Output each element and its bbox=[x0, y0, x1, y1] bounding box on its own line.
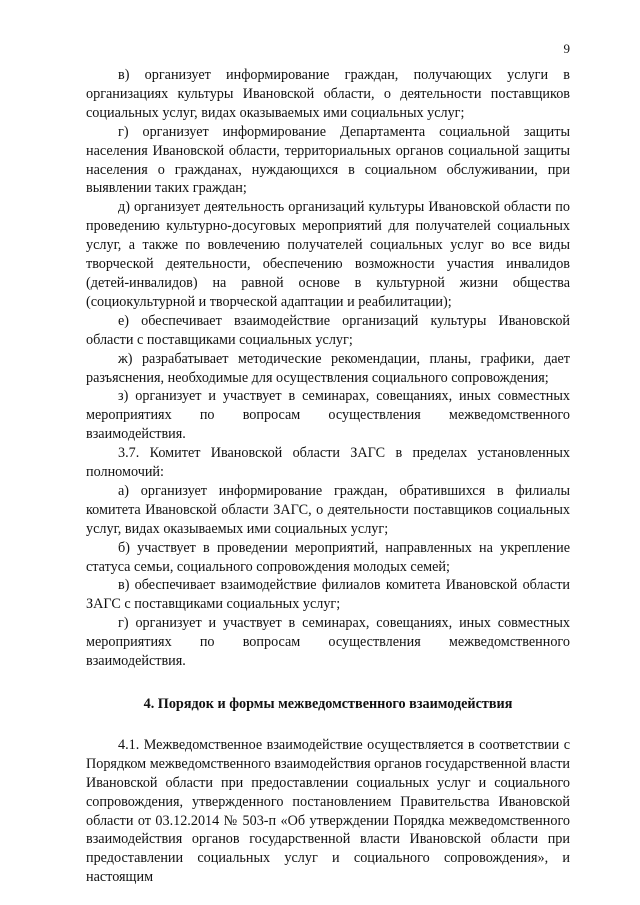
paragraph-item-e: е) обеспечивает взаимодействие организаций культуры Ивановской области с поставщиками социальных услуг; bbox=[86, 312, 570, 348]
section-4-heading: 4. Порядок и формы межведомственного взаимодействия bbox=[143, 696, 513, 712]
section-3-7-item-v: в) обеспечивает взаимодействие филиалов комитета Ивановской области ЗАГС с поставщиками социальных услуг; bbox=[86, 577, 570, 613]
section-3-7-intro: 3.7. Комитет Ивановской области ЗАГС в пределах установленных полномочий: bbox=[86, 445, 570, 481]
section-3-7-item-a: а) организует информирование граждан, обратившихся в филиалы комитета Ивановской области ЗАГС, о деятельности поставщиков социальных услуг, видах оказываемых ими социальных услуг; bbox=[86, 482, 570, 537]
section-3-7-item-g: г) организует и участвует в семинарах, совещаниях, иных совместных мероприятиях по вопросам осуществления межведомственного взаимодействия. bbox=[86, 615, 570, 670]
paragraph-item-z: з) организует и участвует в семинарах, совещаниях, иных совместных мероприятиях по вопросам осуществления межведомственного взаимодействия. bbox=[86, 388, 570, 443]
section-3-7-item-b: б) участвует в проведении мероприятий, направленных на укрепление статуса семьи, социального сопровождения молодых семей; bbox=[86, 539, 570, 575]
paragraph-item-zh: ж) разрабатывает методические рекомендации, планы, графики, дает разъяснения, необходимые для осуществления социального сопровождения; bbox=[86, 350, 570, 386]
document-body bbox=[86, 66, 570, 887]
paragraph-item-v: в) организует информирование граждан, получающих услуги в организациях культуры Ивановской области, о деятельности поставщиков социальных услуг, видах оказываемых ими социальных услуг; bbox=[86, 67, 570, 121]
paragraph-item-d: д) организует деятельность организаций культуры Ивановской области по проведению культурно-досуговых мероприятий для получателей социальных услуг, а также по вовлечению получателей социальных услуг во все виды творческой деятельности, обеспечению возможности участия инвалидов (детей-инвалидов) на равной основе в культурной жизни общества (социокультурной и творческой адаптации и реабилитации); bbox=[86, 199, 570, 310]
page-number: 9 bbox=[563, 41, 570, 56]
paragraph-item-g: г) организует информирование Департамента социальной защиты населения Ивановской области, территориальных органов социальной защиты населения о гражданах, нуждающихся в социальном обслуживании, при выявлении таких граждан; bbox=[86, 123, 570, 197]
section-4-1-paragraph: 4.1. Межведомственное взаимодействие осуществляется в соответствии с Порядком межведомственного взаимодействия органов государственной власти Ивановской области при предоставлении социальных услуг и социального сопровождения, утвержденного постановлением Правительства Ивановской области от 03.12.2014 № 503-п «Об утверждении Порядка межведомственного взаимодействия органов государственной власти Ивановской области при предоставлении социальных услуг и социального сопровождения», и настоящим bbox=[86, 736, 571, 886]
